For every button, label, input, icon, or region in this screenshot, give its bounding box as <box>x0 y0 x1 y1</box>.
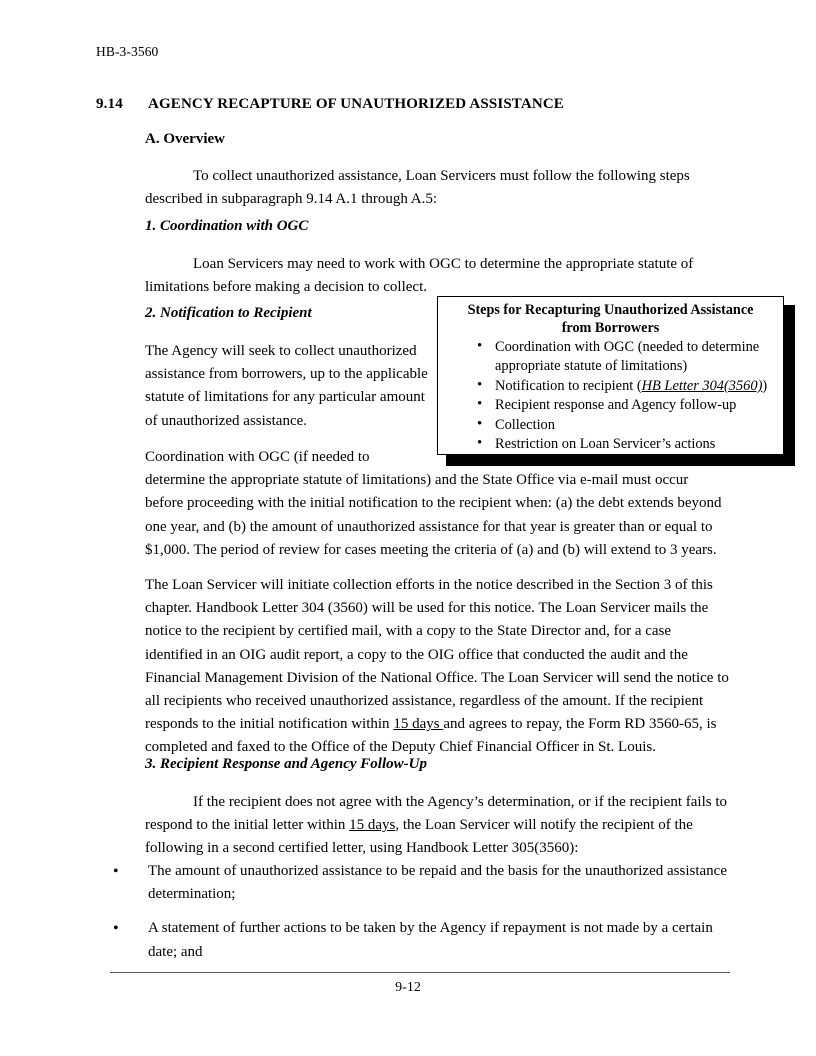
list-item <box>110 917 730 963</box>
callout-item-text: Coordination with OGC (needed to determine appropriate statute of limitations) <box>495 339 760 375</box>
bullet-icon: • <box>113 863 119 880</box>
document-bullet-list <box>110 860 730 975</box>
text-wrap-spacer <box>430 446 730 469</box>
callout-list-item <box>444 416 777 435</box>
section-heading <box>96 96 736 113</box>
list-item-text: A statement of further actions to be taken by the Agency if repayment is not made by a certain date; and <box>148 920 713 960</box>
callout-list-item <box>444 396 777 415</box>
callout-step-list <box>444 338 777 454</box>
callout-box-frame <box>437 296 784 455</box>
underlined-15-days: 15 days <box>393 716 444 733</box>
section-title: AGENCY RECAPTURE OF UNAUTHORIZED ASSISTANCE <box>148 96 564 112</box>
list-item-text: The amount of unauthorized assistance to be repaid and the basis for the unauthorized assistance determination; <box>148 863 727 903</box>
paragraph-text-part-1: The Loan Servicer will initiate collection efforts in the notice described in the Section 3 of this chapter. Handbook Letter 304 (3560) will be used for this notice. The Loan Servicer mails the notice to the recipient by certified mail, with a copy to the State Director and, for a case identified in an OIG audit report, a copy to the OIG office that conducted the audit and the Financial Management Division of the National Office. The Loan Servicer will send the notice to all recipients who received unauthorized assistance, regardless of the amount. If the recipient responds to the initial notification within <box>145 577 729 733</box>
callout-list-item <box>444 338 777 377</box>
paragraph-intro: To collect unauthorized assistance, Loan Servicers must follow the following steps described in subparagraph 9.14 A.1 through A.5: <box>145 168 690 208</box>
paragraph-agency-will-seek-to-collect: The Agency will seek to collect unauthorized assistance from borrowers, up to the applicable statute of limitations for any particular amount of unauthorized assistance. <box>145 343 428 429</box>
heading-recipient-response-and-agency-follow-up: 3. Recipient Response and Agency Follow-Up <box>145 756 427 772</box>
callout-item-text-after: ) <box>762 377 768 394</box>
bullet-icon: • <box>477 376 483 393</box>
callout-item-text: Collection <box>495 416 555 433</box>
paragraph-text-part-2: and agrees to repay, the Form RD 3560-65, is completed and faxed to the Office of the Deputy Chief Financial Officer in St. Louis. <box>145 716 717 756</box>
heading-coordination-with-ogc: 1. Coordination with OGC <box>145 218 309 234</box>
paragraph-coordination-with-ogc-if-needed <box>145 446 730 562</box>
list-item <box>110 860 730 906</box>
bullet-icon: • <box>477 338 483 354</box>
callout-title-line-2: from Borrowers <box>561 319 660 336</box>
bullet-icon: • <box>477 396 483 413</box>
running-header: HB-3-3560 <box>96 44 159 59</box>
bullet-icon: • <box>477 435 483 452</box>
paragraph-coordination-with-ogc-if-needed-text: Coordination with OGC (if needed to determine the appropriate statute of limitations) and the State Office via e-mail must occur before proceeding with the initial notification to the recipient when: (a) the debt extends beyond one year, and (b) the amount of unauthorized assistance for that year is greater than or equal to $1,000. The period of review for cases meeting the criteria of (a) and (b) will extend to 3 years. <box>145 449 722 558</box>
section-number: 9.14 <box>96 96 123 112</box>
paragraph-recipient-does-not-agree <box>145 791 730 861</box>
callout-title-line-1: Steps for Recapturing Unauthorized Assistance <box>467 302 754 318</box>
bullet-icon: • <box>477 415 483 432</box>
callout-list-item <box>444 377 777 396</box>
paragraph-text-part-1: If the recipient does not agree with the Agency’s determination, or if the recipient fails to respond to the initial letter within <box>145 794 727 834</box>
callout-item-text: Restriction on Loan Servicer’s actions <box>495 436 716 453</box>
heading-notification-to-recipient: 2. Notification to Recipient <box>145 305 312 321</box>
callout-item-text: Notification to recipient ( <box>495 377 642 394</box>
bullet-icon: • <box>113 920 119 938</box>
paragraph-loan-servicer-collection-efforts <box>145 574 730 760</box>
subsection-heading: A. Overview <box>145 131 225 147</box>
paragraph-coordination-with-ogc: Loan Servicers may need to work with OGC to determine the appropriate statute of limitations before making a decision to collect. <box>145 256 694 296</box>
callout-item-emphasis-hb-letter: HB Letter 304(3560) <box>641 377 763 394</box>
footer-page-number: 9-12 <box>395 980 421 995</box>
underlined-15-days: 15 days <box>349 817 396 834</box>
paragraph-text-part-2: , the Loan Servicer will notify the recipient of the following in a second certified letter, using Handbook Letter 305(3560): <box>145 817 693 857</box>
callout-title <box>448 302 773 337</box>
footer-divider <box>110 972 730 973</box>
callout-item-text: Recipient response and Agency follow-up <box>495 397 737 414</box>
callout-box-steps-for-recapturing <box>437 296 786 457</box>
